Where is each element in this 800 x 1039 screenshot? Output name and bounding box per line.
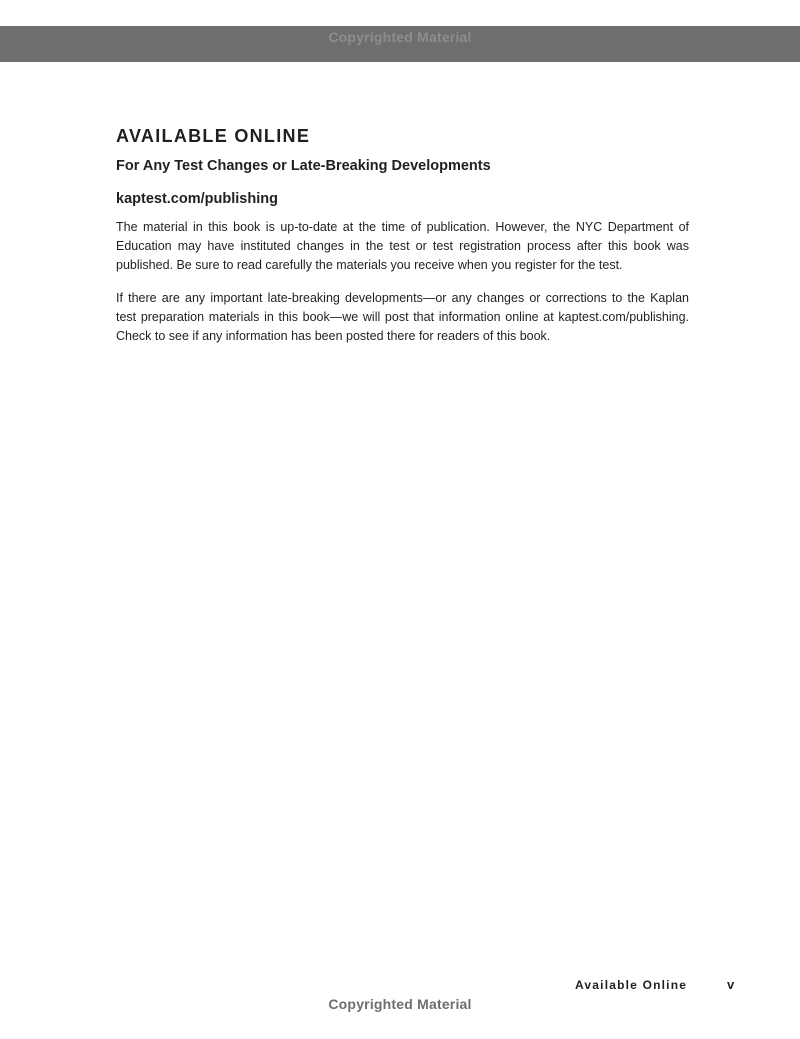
paragraph-1: The material in this book is up-to-date at the time of publication. However, the NYC Department of Education may have instituted changes in the test or test registration process after this book was published. Be sure to read carefully the materials you receive when you register for the test. [116,220,689,272]
section-title: AVAILABLE ONLINE [116,126,311,146]
publishing-url: kaptest.com/publishing [116,191,278,207]
running-footer-title: Available Online [575,978,688,992]
paragraph-2: If there are any important late-breaking developments—or any changes or corrections to the Kaplan test preparation materials in this book—we will post that information online at kaptest.com/publishing. Check to see if any information has been posted there for readers of this book. [116,291,689,343]
section-subheading: For Any Test Changes or Late-Breaking Developments [116,158,491,174]
top-watermark-text: Copyrighted Material [328,29,472,45]
top-watermark-banner [0,26,800,62]
page-number: v [727,977,735,992]
bottom-watermark-text: Copyrighted Material [328,996,472,1012]
page-content [116,124,689,346]
